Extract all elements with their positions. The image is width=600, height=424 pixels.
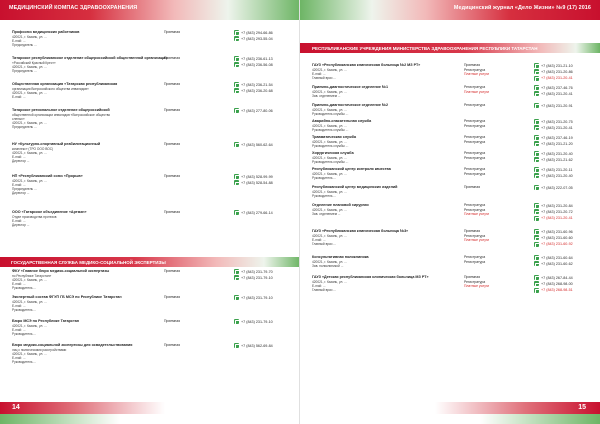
phone-number: +7 (843) 528-99-99	[241, 174, 273, 179]
phone-number: +7 (843) 279-66-14	[241, 210, 273, 215]
entry-detail-line: 420021, г. Казань, ул. ...	[312, 139, 347, 144]
left-footer-accent	[0, 414, 120, 424]
phone-number: +7 (843) 231-20-72	[541, 209, 573, 214]
phone-icon	[534, 103, 539, 108]
phone-icon	[234, 174, 239, 179]
department-label: Регистратура	[464, 155, 486, 160]
page-number-left: 14	[12, 404, 20, 411]
phone-number: +7 (843) 231-60-62	[541, 261, 573, 266]
entry-department-labels	[464, 229, 489, 243]
entry-detail-line: Руководитель ...	[12, 359, 37, 364]
entry-name: Татарское региональное отделение общероссийской	[12, 108, 110, 112]
department-label: Регистратура	[464, 167, 486, 171]
phone-number: +7 (843) 231-79-10	[241, 319, 273, 324]
right-header-title: Медицинский журнал «Дело Жизни» №9 (17) 2016	[453, 5, 591, 11]
entry-detail-line: 420021, г. Казань, ул. ...	[12, 150, 47, 155]
department-label: Приемная	[164, 56, 181, 60]
entry-name: Отделение плановой хирургии	[312, 203, 369, 207]
right-page-header	[300, 0, 600, 20]
page-number-right: 15	[578, 404, 586, 411]
entry-department-labels	[464, 167, 485, 176]
entry-detail-line: E-mail: ...	[312, 237, 326, 242]
phone-icon	[234, 108, 239, 113]
entry-detail-line: Руководитель ...	[12, 331, 37, 336]
entry-detail-line: Руководитель службы ...	[312, 127, 349, 132]
entry-department-labels	[164, 319, 180, 324]
entry-detail-line: Отдел производства протезов	[12, 214, 57, 219]
phone-number: +7 (843) 277-80-06	[241, 108, 273, 113]
entry-name: Травматическая служба	[312, 135, 357, 139]
phone-number: +7 (843) 294-66-86	[241, 30, 273, 35]
entry-department-labels	[164, 30, 180, 35]
phone-icon	[234, 269, 239, 274]
phone-icon	[534, 91, 539, 96]
department-label: Регистратура	[464, 67, 486, 72]
entry-detail-line: Главный врач ...	[312, 75, 336, 80]
phone-icon	[534, 167, 539, 172]
entry-name: Хирургическая служба	[312, 151, 354, 155]
phone-icon	[534, 119, 539, 124]
department-label: Регистратура	[464, 119, 486, 123]
entry-detail-line: 420021, г. Казань, ул. ...	[312, 155, 347, 160]
entry-detail-line: 420021, г. Казань, ул. ...	[312, 67, 347, 72]
entry-department-labels	[164, 108, 180, 113]
entry-detail-line: Руководитель службы ...	[312, 159, 349, 164]
phone-icon	[234, 142, 239, 147]
department-label: Приемная	[164, 174, 181, 178]
entry-detail-line: слепых»	[12, 116, 25, 121]
entry-name: ГАУЗ «Республиканская клиническая больница №2 МЗ РТ»	[312, 63, 421, 67]
entry-name: Общественная организация «Татарская республиканская	[12, 82, 118, 86]
entry-detail-line: Зав. поликлиникой ...	[312, 263, 344, 268]
entry-detail-line: 420021, г. Казань, ул. ...	[312, 123, 347, 128]
left-footer-bar	[0, 402, 300, 414]
department-label: Платные услуги	[464, 89, 490, 94]
directory-entry	[12, 343, 290, 373]
phone-icon	[234, 295, 239, 300]
entry-detail-line: E-mail: ...	[12, 154, 26, 159]
department-label: Регистратура	[464, 103, 486, 107]
entry-detail-line: 420021, г. Казань, ул. ...	[12, 299, 47, 304]
phone-number: +7 (843) 231-20-84	[541, 203, 573, 208]
department-label: Регистратура	[464, 123, 486, 128]
phone-number: +7 (843) 231-20-11	[541, 167, 573, 172]
entry-detail-line: Председатель ...	[12, 42, 37, 47]
entry-detail-line: E-mail: ...	[12, 281, 26, 286]
entry-detail-line: 420021, г. Казань, ул. ...	[312, 189, 347, 194]
phone-icon	[234, 210, 239, 215]
entry-name: ГАУЗ «Республиканская клиническая больница №3»	[312, 229, 409, 233]
directory-entry	[12, 174, 290, 204]
department-label: Приемная	[464, 275, 481, 279]
entry-detail-line: E-mail: ...	[12, 94, 26, 99]
entry-detail-line: 420021, г. Казань, ул. ...	[12, 277, 47, 282]
entry-department-labels	[464, 119, 485, 128]
phone-number: +7 (843) 237-46-76	[541, 85, 573, 90]
phone-icon	[534, 235, 539, 240]
phone-icon	[534, 85, 539, 90]
entry-detail-line: E-mail: ...	[12, 355, 26, 360]
entry-detail-line: E-mail: ...	[12, 218, 26, 223]
entry-detail-line: Директор ...	[12, 190, 30, 195]
entry-detail-line: E-mail: ...	[12, 327, 26, 332]
phone-icon	[534, 209, 539, 214]
entry-department-labels	[164, 174, 180, 179]
phone-number: +7 (843) 236-61-13	[241, 56, 273, 61]
entry-detail-line: 420021, г. Казань, ул. ...	[12, 90, 47, 95]
section-band-mse	[0, 257, 300, 267]
phone-icon	[534, 185, 539, 190]
entry-department-labels	[464, 185, 480, 190]
section-band-title: РЕСПУБЛИКАНСКИЕ УЧРЕЖДЕНИЯ МИНИСТЕРСТВА ЗДРАВООХРАНЕНИЯ РЕСПУБЛИКИ ТАТАРСТАН	[312, 46, 538, 51]
entry-detail-line: 420021, г. Казань, ул. ...	[312, 207, 347, 212]
department-label: Регистратура	[464, 207, 486, 212]
phone-number: +7 (843) 231-79-10	[241, 295, 273, 300]
phone-number: +7 (843) 268-98-51	[541, 287, 573, 292]
entry-detail-line: лиц с психическими расстройствами	[12, 347, 67, 352]
entry-name: НУ «Культурно-спортивный реабилитационный	[12, 142, 101, 146]
department-label: Платные услуги	[464, 284, 490, 289]
phone-number: +7 (843) 231-60-64	[541, 255, 573, 260]
directory-entry	[12, 108, 290, 138]
entry-name: Приемно-диагностическое отделение №2	[312, 103, 389, 107]
entry-name: Аварийно-спасательная служба	[312, 119, 372, 123]
entry-detail-line: «Российский Красный Крест»	[12, 60, 56, 65]
entry-name: Татарское республиканское отделение общероссийской общественной организации	[12, 56, 168, 60]
phone-number: +7 (843) 237-46-19	[541, 135, 573, 140]
entry-detail-line: E-mail: ...	[312, 283, 326, 288]
phone-icon	[234, 180, 239, 185]
department-label: Приемная	[164, 82, 181, 86]
phone-icon	[234, 56, 239, 61]
department-label: Регистратура	[464, 151, 486, 155]
entry-detail-line: Председатель ...	[12, 124, 37, 129]
phone-number: +7 (843) 267-84-44	[541, 275, 573, 280]
entry-name: Экспертный состав ФГУП ГБ МСЭ по Республике Татарстан	[12, 295, 122, 299]
entry-department-labels	[464, 275, 489, 289]
entry-department-labels	[464, 203, 489, 217]
phone-number: +7 (843) 231-79-10	[241, 275, 273, 280]
phone-number: +7 (843) 231-60-96	[541, 229, 573, 234]
entry-detail-line: 420021, г. Казань, ул. ...	[12, 178, 47, 183]
entry-name: Приемно-диагностическое отделение №1	[312, 85, 389, 89]
entry-name: Консультативная поликлиника	[312, 255, 369, 259]
entry-detail-line: Руководитель службы ...	[312, 143, 349, 148]
department-label: Приемная	[164, 30, 181, 34]
phone-number: +7 (843) 293-55-04	[241, 36, 273, 41]
phone-number: +7 (843) 231-20-41	[541, 215, 573, 220]
department-label: Приемная	[464, 229, 481, 233]
entry-detail-line: Руководитель ...	[12, 285, 37, 290]
entry-department-labels	[464, 151, 485, 160]
phone-number: +7 (843) 562-69-84	[241, 343, 273, 348]
entry-department-labels	[164, 343, 180, 348]
entry-detail-line: E-mail: ...	[12, 303, 26, 308]
phone-icon	[534, 125, 539, 130]
phone-number: +7 (843) 231-20-41	[541, 125, 573, 130]
phone-number: +7 (843) 231-20-41	[541, 91, 573, 96]
phone-number: +7 (843) 222-07-05	[541, 185, 573, 190]
department-label: Платные услуги	[464, 238, 490, 243]
entry-detail-line: Директор ...	[12, 222, 30, 227]
phone-number: +7 (843) 231-79-70	[241, 269, 273, 274]
right-footer-bar	[300, 402, 600, 414]
phone-icon	[234, 82, 239, 87]
entry-name: НП «Республиканский союз «Прорыв»	[12, 174, 83, 178]
phone-icon	[534, 141, 539, 146]
phone-number: +7 (843) 231-60-92	[541, 241, 573, 246]
entry-detail-line: по Республике Татарстан»	[12, 273, 52, 278]
entry-detail-line: Руководитель службы ...	[312, 111, 349, 116]
entry-name: ФКУ «Главное бюро медико-социальной экспертизы	[12, 269, 110, 273]
phone-number: +7 (843) 231-21-20	[541, 141, 573, 146]
entry-detail-line: комплекс» (ТРО ООО ВОС)	[12, 146, 54, 151]
phone-icon	[234, 343, 239, 348]
entry-detail-line: 420021, г. Казань, ул. ...	[12, 351, 47, 356]
section-band-title: ГОСУДАРСТВЕННАЯ СЛУЖБА МЕДИКО-СОЦИАЛЬНОЙ ЭКСПЕРТИЗЫ	[11, 260, 166, 265]
phone-icon	[534, 281, 539, 286]
phone-number: +7 (843) 236-20-68	[241, 88, 273, 93]
entry-detail-line: 420021, г. Казань, ул. ...	[12, 34, 47, 39]
phone-icon	[234, 36, 239, 41]
directory-entry	[12, 142, 290, 172]
phone-number: +7 (843) 231-20-86	[541, 69, 573, 74]
phone-icon	[534, 288, 539, 293]
entry-detail-line: Руководитель ...	[12, 307, 37, 312]
department-label: Регистратура	[464, 139, 486, 144]
entry-name: Бюро МСЭ по Республике Татарстан	[12, 319, 80, 323]
phone-icon	[534, 151, 539, 156]
entry-detail-line: 420021, г. Казань, ул. ...	[312, 279, 347, 284]
entry-detail-line: 420021, г. Казань, ул. ...	[312, 259, 347, 264]
entry-detail-line: 420021, г. Казань, ул. ...	[12, 120, 47, 125]
phone-icon	[534, 216, 539, 221]
department-label: Приемная	[464, 63, 481, 67]
phone-number: +7 (843) 236-21-54	[241, 82, 273, 87]
department-label: Платные услуги	[464, 72, 490, 77]
entry-detail-line: Председатель ...	[12, 68, 37, 73]
phone-icon	[534, 275, 539, 280]
entry-name: Бюро медико-социальной экспертизы для освидетельствования	[12, 343, 133, 347]
entry-department-labels	[464, 63, 489, 77]
entry-detail-line: Руководитель ...	[312, 193, 337, 198]
entry-detail-line: Зав. отделением ...	[312, 211, 341, 216]
entry-detail-line: Руководитель ...	[312, 175, 337, 180]
phone-icon	[534, 173, 539, 178]
entry-detail-line: E-mail: ...	[12, 38, 26, 43]
phone-icon	[534, 69, 539, 74]
entry-detail-line: Зав. отделением ...	[312, 93, 341, 98]
department-label: Приемная	[164, 343, 181, 347]
entry-name: Профсоюз медицинских работников	[12, 30, 80, 34]
entry-department-labels	[464, 135, 485, 144]
entry-detail-line: Директор ...	[12, 158, 30, 163]
phone-number: +7 (843) 231-60-60	[541, 235, 573, 240]
entry-detail-line: 420021, г. Казань, ул. ...	[312, 233, 347, 238]
entry-department-labels	[164, 56, 180, 61]
phone-icon	[234, 319, 239, 324]
department-label: Регистратура	[464, 171, 486, 176]
phone-number: +7 (843) 231-20-40	[541, 151, 573, 156]
entry-detail-line: E-mail: ...	[12, 182, 26, 187]
phone-number: +7 (843) 268-98-00	[541, 281, 573, 286]
department-label: Приемная	[164, 295, 181, 299]
phone-number: +7 (843) 231-21-62	[541, 157, 573, 162]
phone-icon	[534, 63, 539, 68]
entry-department-labels	[164, 82, 180, 87]
phone-number: +7 (843) 231-20-91	[541, 103, 573, 108]
department-label: Приемная	[164, 269, 181, 273]
phone-icon	[534, 242, 539, 247]
department-label: Регистратура	[464, 255, 486, 259]
department-label: Приемная	[164, 142, 181, 146]
department-label: Регистратура	[464, 85, 486, 89]
left-header-title: МЕДИЦИНСКИЙ КОМПАС ЗДРАВООХРАНЕНИЯ	[9, 5, 138, 11]
left-page-header	[0, 0, 300, 20]
phone-icon	[534, 203, 539, 208]
entry-detail-line: Главный врач ...	[312, 241, 336, 246]
right-footer-accent	[480, 414, 600, 424]
phone-icon	[234, 88, 239, 93]
phone-icon	[534, 261, 539, 266]
department-label: Регистратура	[464, 203, 486, 207]
phone-icon	[534, 157, 539, 162]
section-band-institutions	[300, 43, 600, 53]
entry-department-labels	[164, 142, 180, 147]
department-label: Приемная	[164, 210, 181, 214]
entry-detail-line: Председатель ...	[12, 186, 37, 191]
entry-name: Республиканский центр медицинских изделий	[312, 185, 398, 189]
department-label: Приемная	[464, 185, 481, 189]
phone-number: +7 (843) 231-20-40	[541, 173, 573, 178]
entry-detail-line: 420021, г. Казань, ул. ...	[12, 64, 47, 69]
phone-number: +7 (843) 231-20-41	[541, 75, 573, 80]
phone-number: +7 (843) 231-21-10	[541, 63, 573, 68]
entry-department-labels	[164, 295, 180, 300]
phone-icon	[234, 275, 239, 280]
entry-detail-line: Главный врач ...	[312, 287, 336, 292]
phone-icon	[534, 255, 539, 260]
phone-icon	[534, 135, 539, 140]
entry-department-labels	[464, 103, 485, 108]
directory-entry	[12, 210, 290, 240]
department-label: Регистратура	[464, 259, 486, 264]
department-label: Регистратура	[464, 279, 486, 284]
entry-detail-line: 420021, г. Казань, ул. ...	[312, 107, 347, 112]
entry-name: ООО «Татарское объединение «Артмэн»	[12, 210, 87, 214]
entry-department-labels	[164, 269, 180, 274]
department-label: Платные услуги	[464, 212, 490, 217]
phone-icon	[534, 229, 539, 234]
phone-number: +7 (843) 231-20-75	[541, 119, 573, 124]
entry-department-labels	[464, 255, 485, 264]
entry-department-labels	[464, 85, 489, 94]
department-label: Приемная	[164, 108, 181, 112]
department-label: Регистратура	[464, 233, 486, 238]
phone-number: +7 (843) 236-56-08	[241, 62, 273, 67]
entry-name: Республиканский центр контроля качества	[312, 167, 391, 171]
right-page	[300, 0, 600, 424]
phone-icon	[534, 76, 539, 81]
department-label: Регистратура	[464, 135, 486, 139]
phone-icon	[234, 62, 239, 67]
entry-detail-line: организация Всероссийского общества инвалидов»	[12, 86, 89, 91]
entry-detail-line: 420021, г. Казань, ул. ...	[12, 323, 47, 328]
entry-detail-line: 420021, г. Казань, ул. ...	[312, 89, 347, 94]
entry-department-labels	[164, 210, 180, 215]
directory-entry	[312, 275, 590, 305]
entry-detail-line: E-mail: ...	[312, 71, 326, 76]
department-label: Приемная	[164, 319, 181, 323]
phone-number: +7 (843) 528-54-88	[241, 180, 273, 185]
phone-number: +7 (843) 560-62-64	[241, 142, 273, 147]
entry-detail-line: 420021, г. Казань, ул. ...	[312, 171, 347, 176]
phone-icon	[234, 30, 239, 35]
entry-name: ГАУЗ «Детская республиканская клиническая больница МЗ РТ»	[312, 275, 429, 279]
entry-detail-line: общественной организации инвалидов «Всероссийское общество	[12, 112, 111, 117]
